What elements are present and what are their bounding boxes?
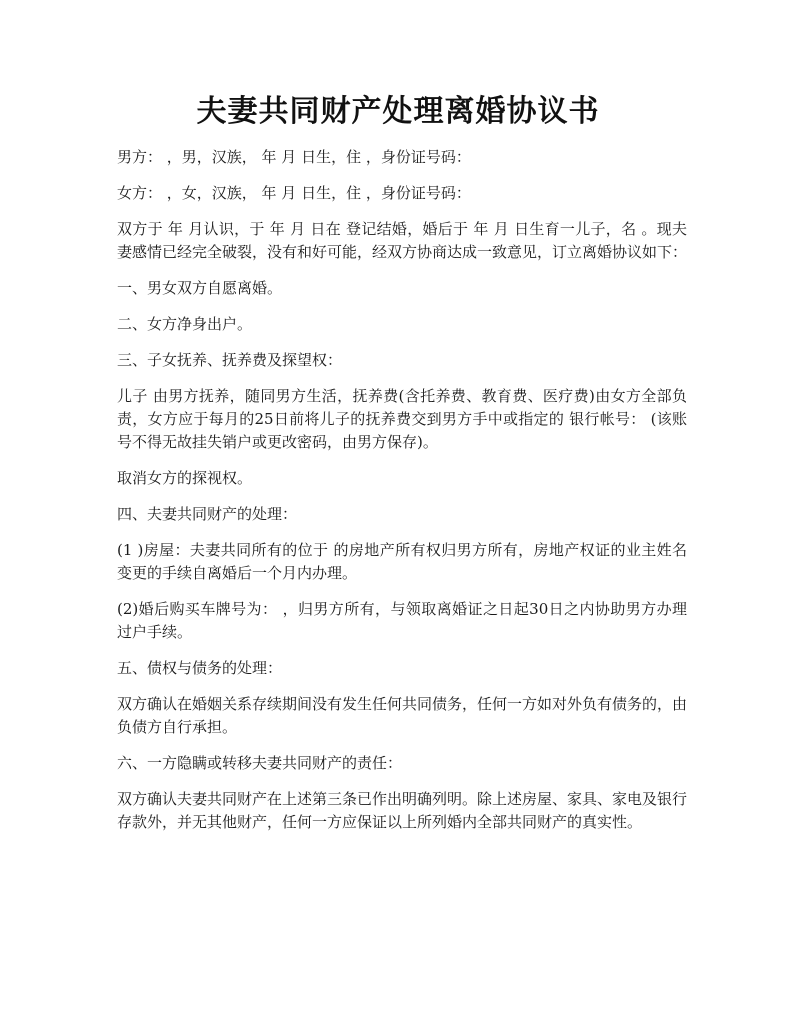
clause-child-support: 儿子 由男方抚养，随同男方生活，抚养费(含托养费、教育费、医疗费)由女方全部负责，女方应于每月的25日前将儿子的抚养费交到男方手中或指定的 银行帐号： (该账号不得无故挂失销户或更改密码，由男方保存)。 — [117, 387, 687, 451]
clause-heading-1: 一、男女双方自愿离婚。 — [117, 279, 283, 297]
clause-property-vehicle: (2)婚后购买车牌号为： ，归男方所有，与领取离婚证之日起30日之内协助男方办理过户手续。 — [117, 600, 687, 641]
clause-female-party: 女方： ，女，汉族， 年 月 日生，住 ，身份证号码： — [117, 184, 471, 202]
document-body — [117, 146, 687, 847]
clause-debts: 双方确认在婚姻关系存续期间没有发生任何共同债务，任何一方如对外负有债务的，由负债方自行承担。 — [117, 695, 688, 736]
clause-heading-3: 三、子女抚养、抚养费及探望权： — [117, 351, 343, 369]
clause-concealment: 双方确认夫妻共同财产在上述第三条已作出明确列明。除上述房屋、家具、家电及银行存款外，并无其他财产，任何一方应保证以上所列婚内全部共同财产的真实性。 — [117, 790, 688, 831]
clause-heading-6: 六、一方隐瞒或转移夫妻共同财产的责任： — [117, 754, 403, 772]
clause-heading-2: 二、女方净身出户。 — [117, 315, 253, 333]
clause-male-party: 男方： ，男，汉族， 年 月 日生，住 ，身份证号码： — [117, 148, 471, 166]
clause-heading-5: 五、债权与债务的处理： — [117, 659, 283, 677]
document-title: 夫妻共同财产处理离婚协议书 — [196, 94, 600, 129]
clause-preamble: 双方于 年 月认识，于 年 月 日在 登记结婚，婚后于 年 月 日生育一儿子，名 。现夫妻感情已经完全破裂，没有和好可能，经双方协商达成一致意见，订立离婚协议如下： — [117, 220, 688, 261]
clause-property-house: (1 )房屋：夫妻共同所有的位于 的房地产所有权归男方所有，房地产权证的业主姓名变更的手续自离婚后一个月内办理。 — [117, 541, 687, 582]
clause-visitation: 取消女方的探视权。 — [117, 469, 253, 487]
clause-heading-4: 四、夫妻共同财产的处理： — [117, 505, 298, 523]
